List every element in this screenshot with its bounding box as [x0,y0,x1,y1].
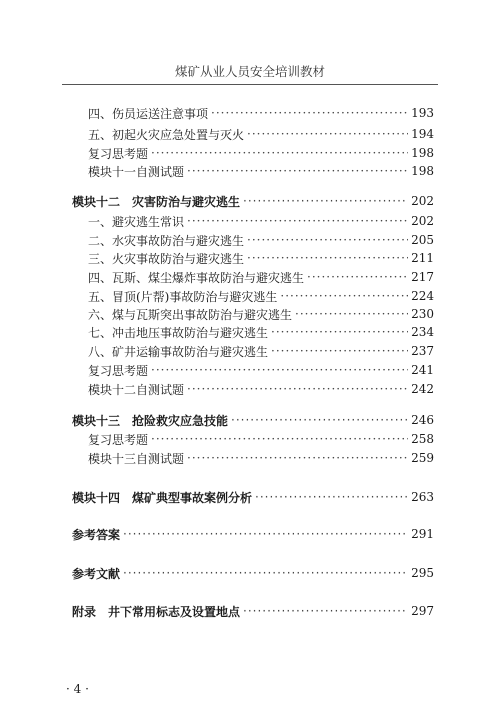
toc-module-entry [72,410,434,430]
toc-entry-page: 202 [411,194,434,208]
toc-entry-title: 四、伤员运送注意事项 [88,106,209,121]
toc-entry [88,103,434,123]
toc-entry-title: 附录 井下常用标志及设置地点 [72,604,241,619]
dot-leader [151,146,408,160]
toc-entry [88,304,434,324]
toc-module-entry [72,563,434,583]
toc-module-entry [72,191,434,211]
toc-module-entry [72,524,434,544]
dot-leader [187,451,408,465]
toc-entry [88,341,434,361]
toc-entry-title: 模块十二自测试题 [88,382,185,397]
toc-entry-title: 复习思考题 [88,363,149,378]
dot-leader [271,344,408,358]
toc-entry [88,379,434,399]
toc-entry-page: 237 [411,344,434,358]
toc-entry-page: 291 [411,527,434,541]
toc-entry [88,267,434,287]
toc-entry-title: 参考文献 [72,566,121,581]
toc-entry [88,429,434,449]
toc-entry-page: 297 [411,604,434,618]
toc-entry [88,230,434,250]
toc-entry-page: 198 [411,146,434,160]
toc-entry-title: 六、煤与瓦斯突出事故防治与避灾逃生 [88,307,293,322]
toc-entry-page: 241 [411,363,434,377]
toc-entry-page: 205 [411,233,434,247]
toc-entry-title: 模块十一自测试题 [88,164,185,179]
dot-leader [280,289,408,303]
dot-leader [187,214,408,228]
dot-leader [295,307,408,321]
toc-entry-page: 193 [411,106,434,120]
toc-entry [88,286,434,306]
toc-entry-title: 四、瓦斯、煤尘爆炸事故防治与避灾逃生 [88,270,305,285]
toc-entry [88,124,434,144]
dot-leader [231,413,408,427]
dot-leader [247,251,408,265]
toc-entry-title: 复习思考题 [88,432,149,447]
toc-entry-title: 五、冒顶(片帮)事故防治与避灾逃生 [88,289,278,304]
toc-entry-page: 246 [411,413,434,427]
toc-entry-page: 202 [411,214,434,228]
toc-module-entry [72,601,434,621]
dot-leader [271,325,408,339]
toc-entry-title: 模块十四 煤矿典型事故案例分析 [72,490,253,505]
toc-entry-page: 259 [411,451,434,465]
dot-leader [255,490,408,504]
toc-entry-page: 234 [411,325,434,339]
dot-leader [123,566,408,580]
toc-entry [88,360,434,380]
toc-entry-title: 模块十二 灾害防治与避灾逃生 [72,194,241,209]
dot-leader [247,233,408,247]
dot-leader [243,604,408,618]
dot-leader [247,127,408,141]
dot-leader [151,363,408,377]
toc-entry-page: 230 [411,307,434,321]
dot-leader [187,164,408,178]
toc-entry-title: 参考答案 [72,527,121,542]
toc-entry [88,161,434,181]
toc-entry [88,448,434,468]
toc-entry [88,322,434,342]
toc-entry [88,211,434,231]
toc-entry [88,248,434,268]
dot-leader [123,527,408,541]
toc-module-entry [72,487,434,507]
toc-entry-page: 295 [411,566,434,580]
toc-entry-title: 七、冲击地压事故防治与避灾逃生 [88,325,269,340]
toc-entry-page: 211 [411,251,434,265]
page-number: · 4 · [66,682,89,696]
toc-entry-page: 217 [411,270,434,284]
dot-leader [211,106,408,120]
toc-entry [88,143,434,163]
dot-leader [243,194,408,208]
toc-entry-title: 五、初起火灾应急处置与灭火 [88,127,245,142]
toc-entry-page: 263 [411,490,434,504]
toc-entry-page: 194 [411,127,434,141]
toc-entry-page: 224 [411,289,434,303]
dot-leader [187,382,408,396]
header-rule [62,84,438,85]
toc-entry-title: 八、矿井运输事故防治与避灾逃生 [88,344,269,359]
toc-entry-title: 三、火灾事故防治与避灾逃生 [88,251,245,266]
toc-entry-title: 二、水灾事故防治与避灾逃生 [88,233,245,248]
toc-entry-title: 模块十三 抢险救灾应急技能 [72,413,229,428]
toc-entry-title: 一、避灾逃生常识 [88,214,185,229]
running-header: 煤矿从业人员安全培训教材 [174,64,325,79]
dot-leader [307,270,408,284]
toc-entry-title: 复习思考题 [88,146,149,161]
toc-entry-title: 模块十三自测试题 [88,451,185,466]
toc-entry-page: 198 [411,164,434,178]
toc-entry-page: 258 [411,432,434,446]
dot-leader [151,432,408,446]
toc-entry-page: 242 [411,382,434,396]
